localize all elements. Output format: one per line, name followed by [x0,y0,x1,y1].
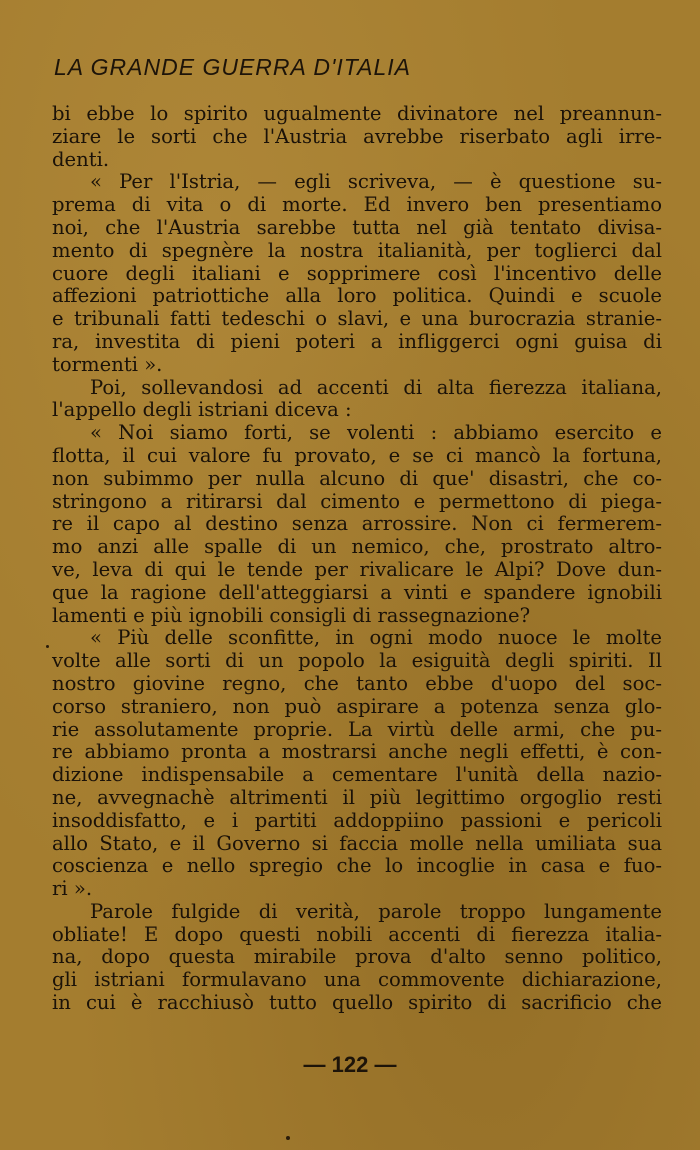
text-line: non subimmo per nulla alcuno di que' disastri, che co- [52,466,662,490]
text-line: corso straniero, non può aspirare a potenza senza glo- [52,694,662,718]
text-line: nostro giovine regno, che tanto ebbe d'uopo del soc- [52,671,662,695]
text-line: « Più delle sconfitte, in ogni modo nuoce le molte [90,626,662,650]
text-line: ne, avvegnachè altrimenti il più legittimo orgoglio resti [52,785,662,809]
text-line: lamenti e più ignobili consigli di rassegnazione? [52,603,531,627]
text-line: tormenti ». [52,352,163,376]
text-line: « Noi siamo forti, se volenti : abbiamo esercito e [90,421,662,445]
text-line: Parole fulgide di verità, parole troppo lungamente [90,899,662,923]
text-line: insoddisfatto, e i partiti addoppiino passioni e pericoli [52,808,662,832]
text-line: ziare le sorti che l'Austria avrebbe riserbato agli irre- [52,124,662,148]
text-line: e tribunali fatti tedeschi o slavi, e una burocrazia stranie- [52,307,662,331]
running-header: LA GRANDE GUERRA D'ITALIA [54,54,411,80]
text-line: volte alle sorti di un popolo la esiguità degli spiriti. Il [52,649,662,673]
text-line: re il capo al destino senza arrossire. Non ci fermerem- [52,512,662,536]
body-text [52,103,662,1015]
text-line: flotta, il cui valore fu provato, e se ci mancò la fortuna, [52,443,662,467]
print-speck [46,645,49,648]
text-line: noi, che l'Austria sarebbe tutta nel già tentato divisa- [52,215,662,239]
text-line: dizione indispensabile a cementare l'unità della nazio- [52,763,662,787]
text-line: re abbiamo pronta a mostrarsi anche negli effetti, è con- [52,740,662,764]
text-line: affezioni patriottiche alla loro politica. Quindi e scuole [52,284,662,308]
text-line: na, dopo questa mirabile prova d'alto senno politico, [52,945,662,969]
text-line: « Per l'Istria, — egli scriveva, — è questione su- [90,170,662,194]
print-speck [286,1136,290,1140]
text-line: denti. [52,147,110,171]
text-line: Poi, sollevandosi ad accenti di alta fierezza italiana, [90,375,662,399]
text-line: coscienza e nello spregio che lo incoglie in casa e fuo- [52,854,662,878]
text-line: que la ragione dell'atteggiarsi a vinti e spandere ignobili [52,580,662,604]
text-line: ra, investita di pieni poteri a infliggerci ogni guisa di [52,329,662,353]
text-line: gli istriani formulavano una commovente dichiarazione, [52,968,662,992]
text-line: l'appello degli istriani diceva : [52,398,352,422]
text-line: ve, leva di qui le tende per rivalicare le Alpi? Dove dun- [52,557,662,581]
text-line: mento di spegnère la nostra italianità, per toglierci dal [52,238,662,262]
text-line: rie assolutamente proprie. La virtù delle armi, che pu- [52,717,662,741]
text-line: allo Stato, e il Governo si faccia molle nella umiliata sua [52,831,662,855]
text-line: in cui è racchiusò tutto quello spirito di sacrificio che [52,991,662,1015]
text-line: prema di vita o di morte. Ed invero ben presentiamo [52,193,662,217]
text-line: obliate! E dopo questi nobili accenti di fierezza italia- [52,922,662,946]
text-line: ri ». [52,877,93,901]
text-line: bi ebbe lo spirito ugualmente divinatore nel preannun- [52,102,662,125]
text-line: mo anzi alle spalle di un nemico, che, prostrato altro- [52,535,662,559]
text-line: stringono a ritirarsi dal cimento e permettono di piega- [52,489,662,513]
page-number: — 122 — [303,1052,397,1077]
text-line: cuore degli italiani e sopprimere così l'incentivo delle [52,261,662,285]
